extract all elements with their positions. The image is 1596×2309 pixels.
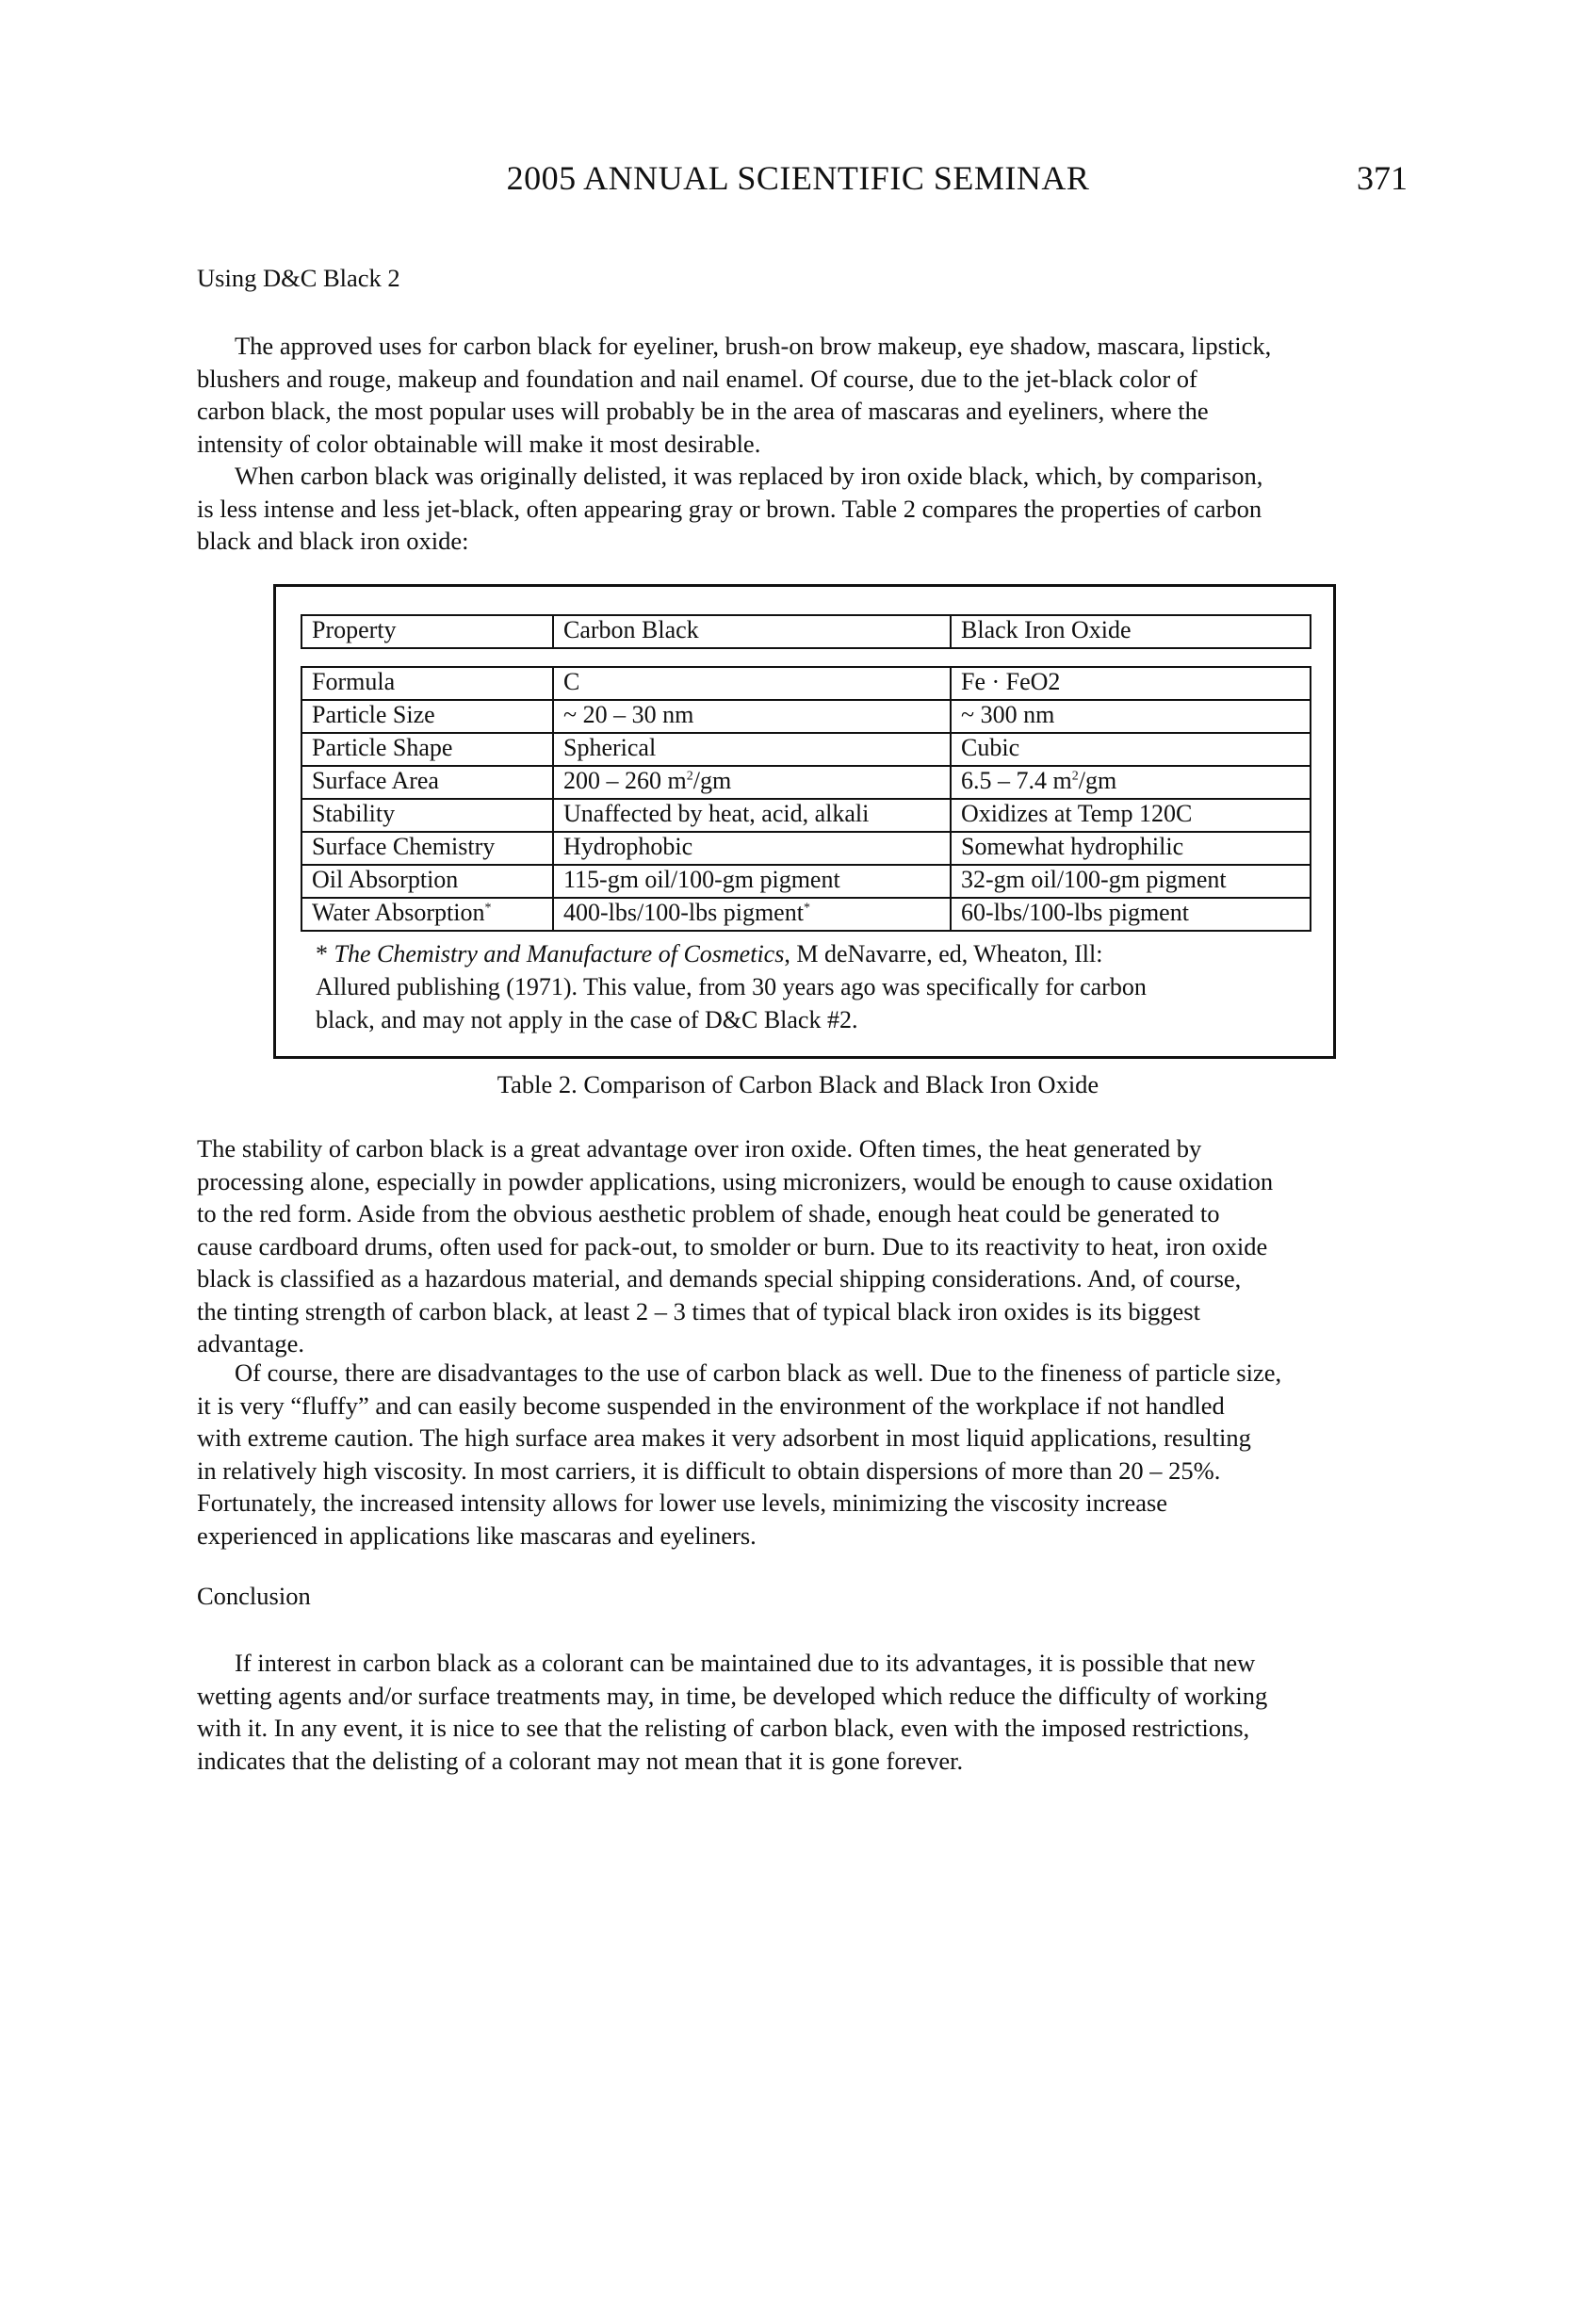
table-cell: 32-gm oil/100-gm pigment (951, 865, 1311, 898)
text-line: advantage. (197, 1329, 305, 1358)
text-line: wetting agents and/or surface treatments may, in time, be developed which reduce the difficulty of working (197, 1681, 1268, 1710)
table-cell: Somewhat hydrophilic (951, 832, 1311, 865)
table-cell: Particle Shape (301, 733, 553, 766)
table-row (301, 700, 1311, 733)
table-cell: Formula (301, 667, 553, 700)
table-cell: Stability (301, 799, 553, 832)
table-row (301, 667, 1311, 700)
footnote-text: black, and may not apply in the case of D&C Black #2. (316, 1006, 858, 1033)
table-caption: Table 2. Comparison of Carbon Black and Black Iron Oxide (497, 1070, 1099, 1098)
paragraph-2 (197, 460, 1412, 558)
table-cell: C (553, 667, 951, 700)
footnote-book-title: The Chemistry and Manufacture of Cosmetics (334, 940, 785, 968)
text-line: the tinting strength of carbon black, at least 2 – 3 times that of typical black iron oxides is its biggest (197, 1296, 1200, 1325)
table-cell: ~ 300 nm (951, 700, 1311, 733)
conclusion-paragraph (197, 1647, 1412, 1777)
table-row (301, 733, 1311, 766)
text-line: intensity of color obtainable will make it most desirable. (197, 429, 761, 458)
text-line: indicates that the delisting of a colorant may not mean that it is gone forever. (197, 1746, 964, 1775)
table-cell: Oxidizes at Temp 120C (951, 799, 1311, 832)
table-frame (273, 584, 1336, 1059)
table-row (301, 766, 1311, 799)
table-row (301, 898, 1311, 931)
table-cell: ~ 20 – 30 nm (553, 700, 951, 733)
table-footnote (316, 937, 1147, 1036)
text-line: cause cardboard drums, often used for pack-out, to smolder or burn. Due to its reactivity to heat, iron oxide (197, 1231, 1268, 1260)
text-line: If interest in carbon black as a colorant can be maintained due to its advantages, it is possible that new (235, 1649, 1256, 1677)
table-cell: Unaffected by heat, acid, alkali (553, 799, 951, 832)
text-line: When carbon black was originally delisted, it was replaced by iron oxide black, which, by comparison, (235, 462, 1263, 490)
table-row (301, 832, 1311, 865)
table-row (301, 865, 1311, 898)
table-cell: Cubic (951, 733, 1311, 766)
text-line: in relatively high viscosity. In most carriers, it is difficult to obtain dispersions of more than 20 – 25%. (197, 1455, 1221, 1485)
table-cell: 6.5 – 7.4 $m^2/gm$ (951, 766, 1311, 799)
table-cell: Surface Chemistry (301, 832, 553, 865)
paragraph-4 (197, 1357, 1412, 1552)
table-cell: Water Absorption* (301, 898, 553, 931)
footnote-text: , M deNavarre, ed, Wheaton, Ill: (784, 940, 1103, 968)
text-line: black is classified as a hazardous material, and demands special shipping considerations. And, of course, (197, 1264, 1242, 1293)
table-cell: Oil Absorption (301, 865, 553, 898)
paragraph-1 (197, 330, 1412, 460)
properties-table (301, 666, 1311, 932)
text-line: black and black iron oxide: (197, 527, 469, 555)
table-cell: Hydrophobic (553, 832, 951, 865)
table-cell: 60-lbs/100-lbs pigment (951, 898, 1311, 931)
text-line: The approved uses for carbon black for eyeliner, brush-on brow makeup, eye shadow, mascara, lipstick, (235, 332, 1272, 360)
footnote-marker: * (316, 940, 334, 968)
text-line: carbon black, the most popular uses will probably be in the area of mascaras and eyeliners, where the (197, 397, 1209, 425)
table-row (301, 799, 1311, 832)
header-cell: Property (301, 615, 553, 648)
header-cell: Carbon Black (553, 615, 951, 648)
table-header (301, 614, 1311, 649)
text-line: it is very “fluffy” and can easily become suspended in the environment of the workplace if not handled (197, 1390, 1225, 1420)
text-line: blushers and rouge, makeup and foundation and nail enamel. Of course, due to the jet-black color of (197, 364, 1197, 393)
text-line: experienced in applications like mascaras and eyeliners. (197, 1520, 757, 1550)
text-line: with it. In any event, it is nice to see that the relisting of carbon black, even with the imposed restrictions, (197, 1714, 1250, 1742)
table-cell: Fe · FeO2 (951, 667, 1311, 700)
text-line: to the red form. Aside from the obvious aesthetic problem of shade, enough heat could be generated to (197, 1199, 1220, 1228)
footnote-text: Allured publishing (1971). This value, from 30 years ago was specifically for carbon (316, 973, 1147, 1000)
conclusion-heading: Conclusion (197, 1582, 311, 1610)
table-cell: 400-lbs/100-lbs pigment* (553, 898, 951, 931)
text-line: processing alone, especially in powder applications, using micronizers, would be enough to cause oxidation (197, 1166, 1274, 1195)
table-cell: Surface Area (301, 766, 553, 799)
running-header: 2005 ANNUAL SCIENTIFIC SEMINAR (506, 159, 1090, 197)
section-heading: Using D&C Black 2 (197, 264, 400, 292)
text-line: The stability of carbon black is a great advantage over iron oxide. Often times, the heat generated by (197, 1134, 1202, 1163)
table-cell: 115-gm oil/100-gm pigment (553, 865, 951, 898)
text-line: Of course, there are disadvantages to the use of carbon black as well. Due to the fineness of particle size, (235, 1358, 1282, 1387)
header-cell: Black Iron Oxide (951, 615, 1311, 648)
text-line: is less intense and less jet-black, often appearing gray or brown. Table 2 compares the properties of carbon (197, 494, 1262, 523)
paragraph-3 (197, 1132, 1412, 1360)
text-line: with extreme caution. The high surface area makes it very adsorbent in most liquid applications, resulting (197, 1423, 1251, 1452)
text-line: Fortunately, the increased intensity allows for lower use levels, minimizing the viscosity increase (197, 1488, 1168, 1517)
table-cell: 200 – 260 $m^2/gm$ (553, 766, 951, 799)
table-cell: Particle Size (301, 700, 553, 733)
page-number: 371 (1357, 159, 1408, 197)
table-cell: Spherical (553, 733, 951, 766)
